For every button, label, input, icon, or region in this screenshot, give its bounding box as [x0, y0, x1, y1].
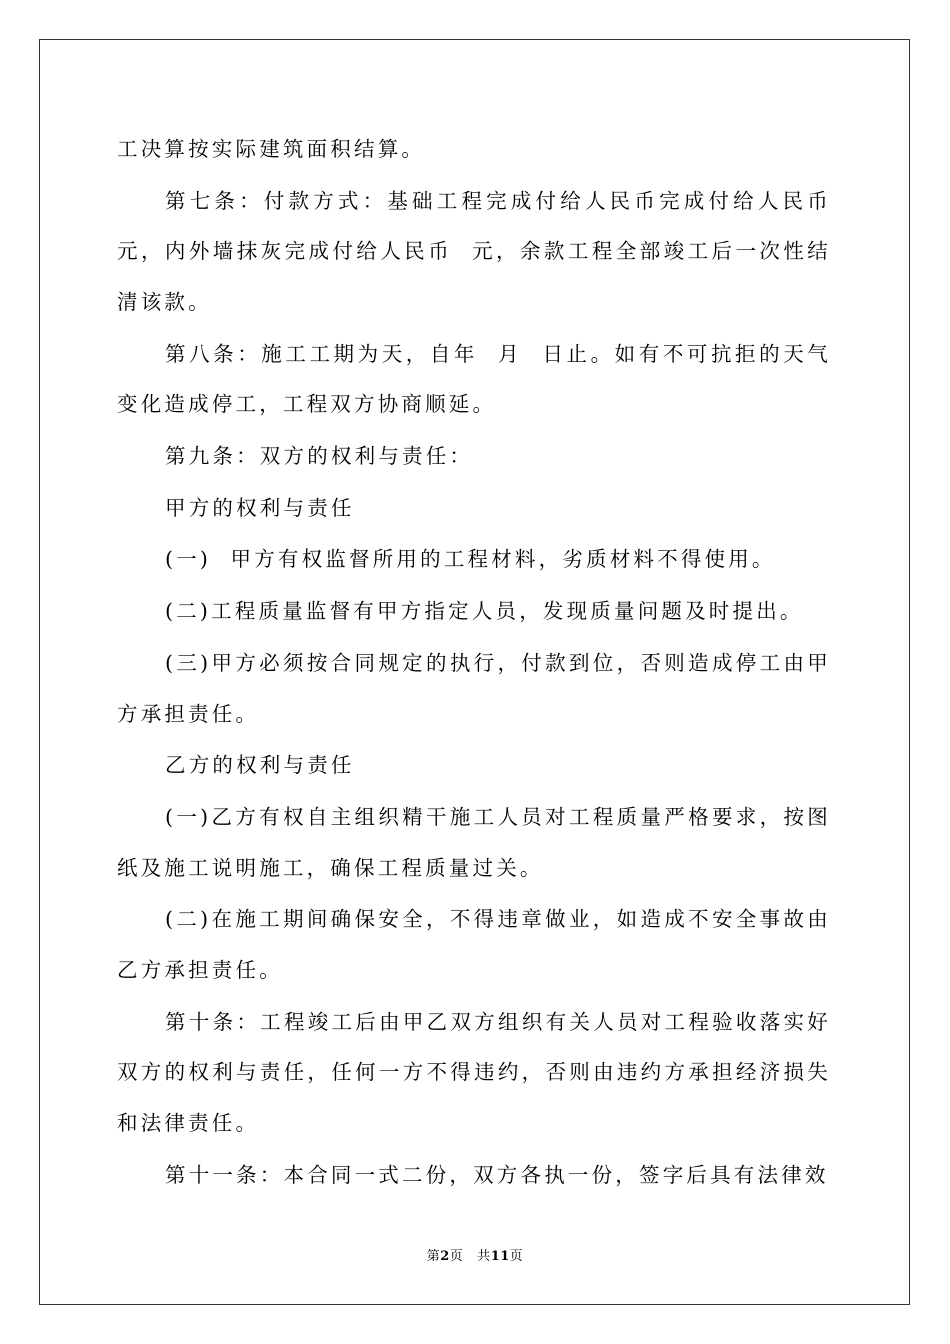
paragraph-party-b-item-1: (一)乙方有权自主组织精干施工人员对工程质量严格要求，按图纸及施工说明施工，确保工程质量过关。	[117, 805, 831, 880]
footer-current-page: 2	[440, 1249, 450, 1264]
paragraph-article-10-acceptance: 第十条：工程竣工后由甲乙双方组织有关人员对工程验收落实好双方的权利与责任，任何一方不得违约，否则由违约方承担经济损失和法律责任。	[117, 1009, 831, 1135]
paragraph-party-a-item-3: (三)甲方必须按合同规定的执行，付款到位，否则造成停工由甲方承担责任。	[117, 651, 831, 726]
footer-total-suffix: 页	[509, 1249, 524, 1264]
paragraph-article-11-copies: 第十一条：本合同一式二份，双方各执一份，签字后具有法律效	[165, 1162, 829, 1187]
paragraph-article-7-payment: 第七条：付款方式：基础工程完成付给人民币完成付给人民币元，内外墙抹灰完成付给人民币 元，余款工程全部竣工后一次性结清该款。	[117, 188, 831, 314]
footer-prefix: 第	[426, 1249, 441, 1264]
page-footer	[0, 1249, 950, 1265]
subheading-party-a-rights: 甲方的权利与责任	[165, 495, 355, 520]
paragraph-article-8-schedule: 第八条：施工工期为天，自年 月 日止。如有不可抗拒的天气变化造成停工，工程双方协商顺延。	[117, 341, 831, 417]
footer-total-pages: 11	[490, 1249, 510, 1264]
paragraph-party-a-item-1: (一) 甲方有权监督所用的工程材料，劣质材料不得使用。	[165, 547, 776, 572]
footer-page-suffix: 页	[449, 1249, 464, 1264]
contract-body	[117, 124, 831, 1201]
paragraph-article-9-heading: 第九条：双方的权利与责任：	[165, 443, 474, 468]
subheading-party-b-rights: 乙方的权利与责任	[165, 753, 355, 778]
paragraph-settlement: 工决算按实际建筑面积结算。	[117, 137, 426, 161]
paragraph-party-b-item-2: (二)在施工期间确保安全，不得违章做业，如造成不安全事故由乙方承担责任。	[117, 907, 831, 982]
footer-total-prefix: 共	[477, 1249, 491, 1264]
paragraph-party-a-item-2: (二)工程质量监督有甲方指定人员，发现质量问题及时提出。	[165, 599, 804, 624]
